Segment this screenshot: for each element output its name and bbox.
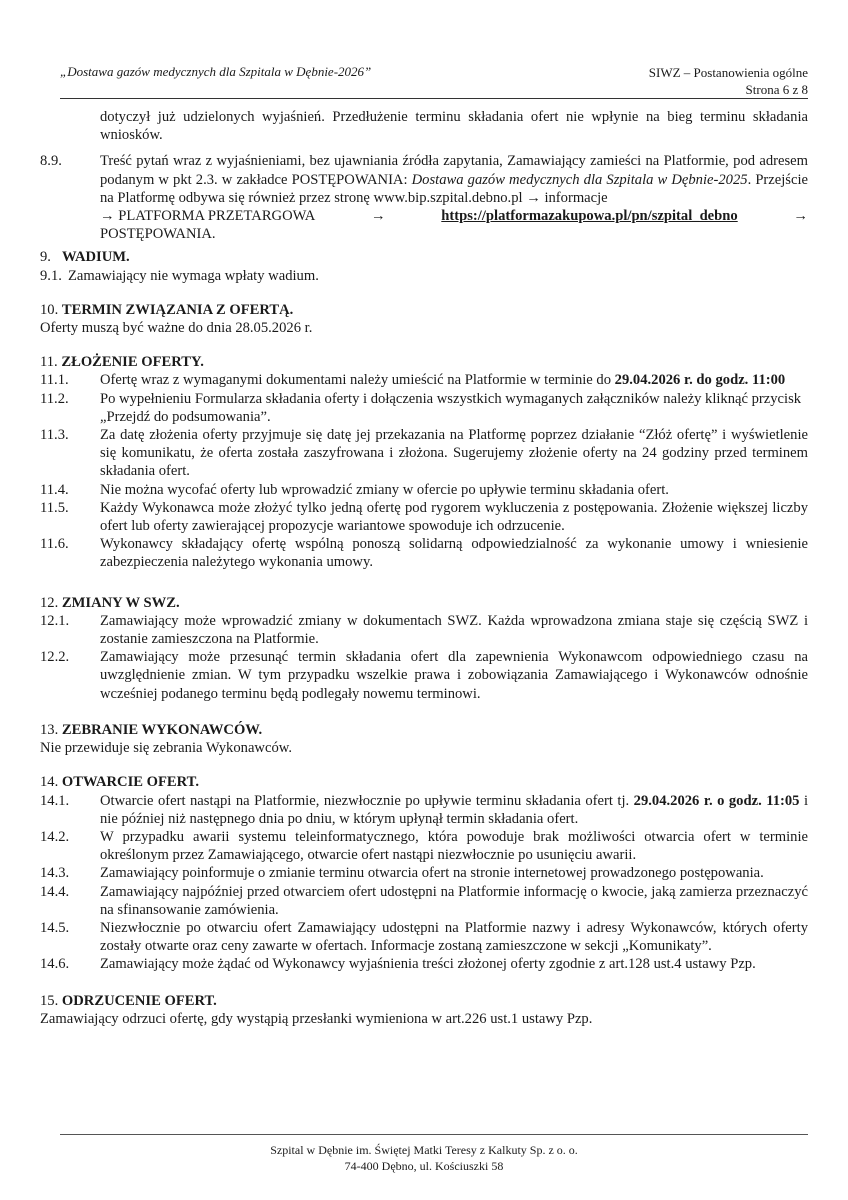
section-title: ZŁOŻENIE OFERTY. — [61, 354, 204, 371]
continuation-paragraph: dotyczył już udzielonych wyjaśnień. Przedłużenie terminu składania ofert nie wpłynie na bieg terminu składania wniosków. — [100, 109, 808, 144]
header-section: SIWZ – Postanowienia ogólne — [648, 65, 808, 80]
section-title: ZEBRANIE WYKONAWCÓW. — [61, 721, 263, 738]
deadline: 29.04.2026 r. do godz. 11:00 — [614, 372, 786, 389]
header-divider — [60, 98, 808, 99]
list-item: 12.1. Zamawiający może wprowadzić zmiany w dokumentach SWZ. Każda wprowadzona zmiana staje się częścią SWZ i zostanie zamieszczona na Platformie. — [40, 612, 808, 648]
section-text: Zamawiający odrzuci ofertę, gdy wystąpią przesłanki wymieniona w art.226 ust.1 ustawy Pzp. — [40, 1010, 593, 1027]
procedure-name: Dostawa gazów medycznych dla Szpitala w Dębnie-2025 — [411, 171, 748, 188]
list-item: 14.5. Niezwłocznie po otwarciu ofert Zamawiający udostępni na Platformie nazwy i adresy Wykonawców, których oferty zostały otwarte oraz ceny zawarte w ofertach. Informacje zostaną zamieszczone w sekcji „Komunikaty”. — [40, 919, 808, 955]
footer — [0, 1142, 848, 1174]
list-item: 14.1. Otwarcie ofert nastąpi na Platformie, niezwłocznie po upływie terminu składania ofert tj. 29.04.2026 r. o godz. 11:05 i nie później niż następnego dnia po dniu, w którym upłynął termin składania ofert. — [40, 792, 808, 827]
section-heading-12: 12. ZMIANY W SWZ. — [40, 594, 180, 611]
section-heading-15: 15. ODRZUCENIE OFERT. — [40, 992, 217, 1009]
section-heading-13: 13. ZEBRANIE WYKONAWCÓW. — [40, 721, 263, 738]
list-item: 9.1. Zamawiający nie wymaga wpłaty wadium. — [40, 267, 319, 284]
section-heading-9: 9. WADIUM. — [40, 249, 130, 266]
document-body — [40, 108, 808, 1028]
section-title: TERMIN ZWIĄZANIA Z OFERTĄ. — [61, 301, 294, 318]
section-title: OTWARCIE OFERT. — [61, 774, 199, 791]
footer-address: 74-400 Dębno, ul. Kościuszki 58 — [344, 1159, 504, 1173]
list-item: 14.3. Zamawiający poinformuje o zmianie terminu otwarcia ofert na stronie internetowej prowadzonego postępowania. — [40, 865, 764, 882]
section-heading-11: 11. ZŁOŻENIE OFERTY. — [40, 354, 204, 371]
section-title: WADIUM. — [62, 249, 130, 266]
item-number: 8.9. — [40, 153, 62, 170]
list-item: 11.1. Ofertę wraz z wymaganymi dokumentami należy umieścić na Platformie w terminie do 29.04.2026 r. do godz. 11:00 — [40, 372, 786, 389]
list-item: 11.3. Za datę złożenia oferty przyjmuje się datę jej przekazania na Platformę poprzez działanie “Złóż ofertę” i wyświetlenie się komunikatu, że oferta została zaszyfrowana i złożona. Sugerujemy złożenie oferty na 24 godziny przed terminem składania ofert. — [40, 427, 808, 480]
opening-time: 29.04.2026 r. o godz. 11:05 — [633, 792, 800, 809]
section-heading-14: 14. OTWARCIE OFERT. — [40, 774, 199, 791]
list-item: 11.2. Po wypełnieniu Formularza składania oferty i dołączenia wszystkich wymaganych załączników należy kliknąć przycisk „Przejdź do podsumowania”. — [40, 390, 802, 425]
list-item: 11.5. Każdy Wykonawca może złożyć tylko jedną ofertę pod rygorem wykluczenia z postępowania. Złożenie większej liczby ofert lub oferty zawierającej propozycje wariantowe spowoduje ich odrzucenie. — [40, 499, 808, 535]
list-item: 14.4. Zamawiający najpóźniej przed otwarciem ofert udostępni na Platformie informację o kwocie, jaką zamierza przeznaczyć na sfinansowanie zamówienia. — [40, 883, 808, 918]
platform-link[interactable]: https://platformazakupowa.pl/pn/szpital_debno — [441, 208, 738, 225]
list-item: 11.6. Wykonawcy składający ofertę wspólną ponoszą solidarną odpowiedzialność za wykonanie umowy i wniesienie zabezpieczenia należytego wykonania umowy. — [40, 536, 808, 571]
navigation-path: → PLATFORMA PRZETARGOWA → https://platformazakupowa.pl/pn/szpital_debno → — [100, 208, 808, 225]
list-item: 11.4. Nie można wycofać oferty lub wprowadzić zmiany w ofercie po upływie terminu składania ofert. — [40, 481, 669, 498]
section-title: ZMIANY W SWZ. — [61, 594, 180, 611]
section-heading-10: 10. TERMIN ZWIĄZANIA Z OFERTĄ. — [40, 301, 294, 318]
item-8-9: 8.9. Treść pytań wraz z wyjaśnieniami, bez ujawniania źródła zapytania, Zamawiający zamieści na Platformie, pod adresem podanym w pkt 2.3. w zakładce POSTĘPOWANIA: Dostawa gazów medycznych dla Szpitala w Dębnie-2025. Przejście na Platformę odbywa się również przez stronę www.bip.szpital.debno.pl → informacje → PLATFORMA PRZETARGOWA → https://platformazakupowa.pl/pn/szpital_debno → POSTĘPOWANIA. — [40, 153, 808, 243]
section-text: Oferty muszą być ważne do dnia 28.05.2026 r. — [40, 320, 313, 337]
list-item: 14.2. W przypadku awarii systemu teleinformatycznego, która powoduje brak możliwości otwarcia ofert w terminie określonym przez Zamawiającego, otwarcie ofert nastąpi niezwłocznie po usunięciu awarii. — [40, 828, 808, 864]
section-text: Nie przewiduje się zebrania Wykonawców. — [40, 740, 292, 757]
footer-organization: Szpital w Dębnie im. Świętej Matki Teresy z Kalkuty Sp. z o. o. — [270, 1143, 578, 1157]
list-item: 14.6. Zamawiający może żądać od Wykonawcy wyjaśnienia treści złożonej oferty zgodnie z art.128 ust.4 ustawy Pzp. — [40, 956, 756, 973]
list-item: 12.2. Zamawiający może przesunąć termin składania ofert dla zapewnienia Wykonawcom odpowiedniego czasu na uwzględnienie zmian. W tym przypadku wszelkie prawa i zobowiązania Zamawiającego i Wykonawców odnośnie wcześniej podanego terminu będą podlegały nowemu terminowi. — [40, 649, 808, 702]
section-title: ODRZUCENIE OFERT. — [61, 992, 217, 1009]
header-title: „Dostawa gazów medycznych dla Szpitala w Dębnie-2026” — [60, 64, 372, 79]
footer-divider — [60, 1134, 808, 1135]
item-text: Treść pytań wraz z wyjaśnieniami, bez ujawniania źródła zapytania, Zamawiający zamieści na Platformie, pod adresem podanym w pkt 2.3. w zakładce POSTĘPOWANIA: — [100, 153, 808, 188]
header-right — [649, 64, 808, 98]
page-number: Strona 6 z 8 — [745, 82, 808, 97]
